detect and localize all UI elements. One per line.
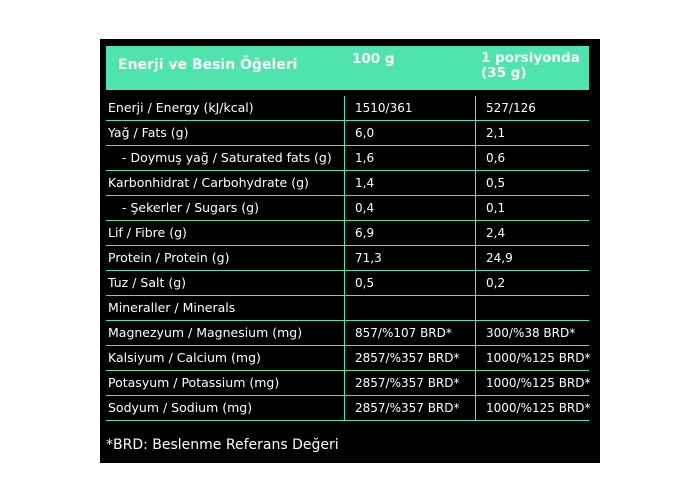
table-row [106,346,589,371]
row-value-per-100g: 857/%107 BRD* [344,321,475,345]
row-label: Enerji / Energy (kJ/kcal) [108,100,254,115]
row-label: - Doymuş yağ / Saturated fats (g) [122,150,332,165]
table-row [106,321,589,346]
table-header [106,46,589,90]
row-value-per-100g: 6,9 [344,221,475,245]
row-value-per-portion [475,296,589,320]
row-label: Yağ / Fats (g) [108,125,189,140]
row-label: Mineraller / Minerals [108,300,236,315]
header-per-portion-line1: 1 porsiyonda [481,50,580,66]
header-per-portion [475,46,589,90]
row-value-per-portion: 300/%38 BRD* [475,321,589,345]
row-value-per-100g [344,296,475,320]
row-value-per-100g: 2857/%357 BRD* [344,371,475,395]
table-row [106,246,589,271]
table-row [106,271,589,296]
table-body [106,96,589,421]
row-value-per-100g: 0,5 [344,271,475,295]
row-label: Protein / Protein (g) [108,250,230,265]
nutrition-table [106,46,589,421]
row-value-per-portion: 0,6 [475,146,589,170]
row-value-per-portion: 0,5 [475,171,589,195]
table-row [106,146,589,171]
row-label: Tuz / Salt (g) [108,275,187,290]
row-value-per-portion: 1000/%125 BRD* [475,346,589,370]
row-value-per-100g: 1,4 [344,171,475,195]
row-label: Sodyum / Sodium (mg) [108,400,253,415]
footnote: *BRD: Beslenme Referans Değeri [106,437,339,453]
row-value-per-100g: 0,4 [344,196,475,220]
header-nutrients: Enerji ve Besin Öğeleri [118,57,298,73]
row-value-per-portion: 0,1 [475,196,589,220]
row-value-per-100g: 6,0 [344,121,475,145]
table-row [106,371,589,396]
nutrition-panel [100,39,600,463]
row-value-per-portion: 2,1 [475,121,589,145]
row-value-per-100g: 1,6 [344,146,475,170]
table-row [106,96,589,121]
row-value-per-portion: 1000/%125 BRD* [475,371,589,395]
table-row [106,196,589,221]
table-row [106,396,589,421]
row-value-per-100g: 71,3 [344,246,475,270]
table-row [106,221,589,246]
row-value-per-portion: 2,4 [475,221,589,245]
row-value-per-portion: 24,9 [475,246,589,270]
row-label: - Şekerler / Sugars (g) [122,200,259,215]
header-per-portion-line2: (35 g) [481,65,527,81]
header-per-100g: 100 g [352,51,395,67]
row-value-per-portion: 0,2 [475,271,589,295]
row-value-per-portion: 527/126 [475,96,589,120]
table-row [106,171,589,196]
row-label: Lif / Fibre (g) [108,225,187,240]
row-label: Magnezyum / Magnesium (mg) [108,325,303,340]
table-row [106,121,589,146]
row-value-per-portion: 1000/%125 BRD* [475,396,589,420]
row-value-per-100g: 1510/361 [344,96,475,120]
table-row [106,296,589,321]
row-value-per-100g: 2857/%357 BRD* [344,396,475,420]
row-label: Karbonhidrat / Carbohydrate (g) [108,175,309,190]
row-label: Kalsiyum / Calcium (mg) [108,350,261,365]
row-value-per-100g: 2857/%357 BRD* [344,346,475,370]
row-label: Potasyum / Potassium (mg) [108,375,280,390]
